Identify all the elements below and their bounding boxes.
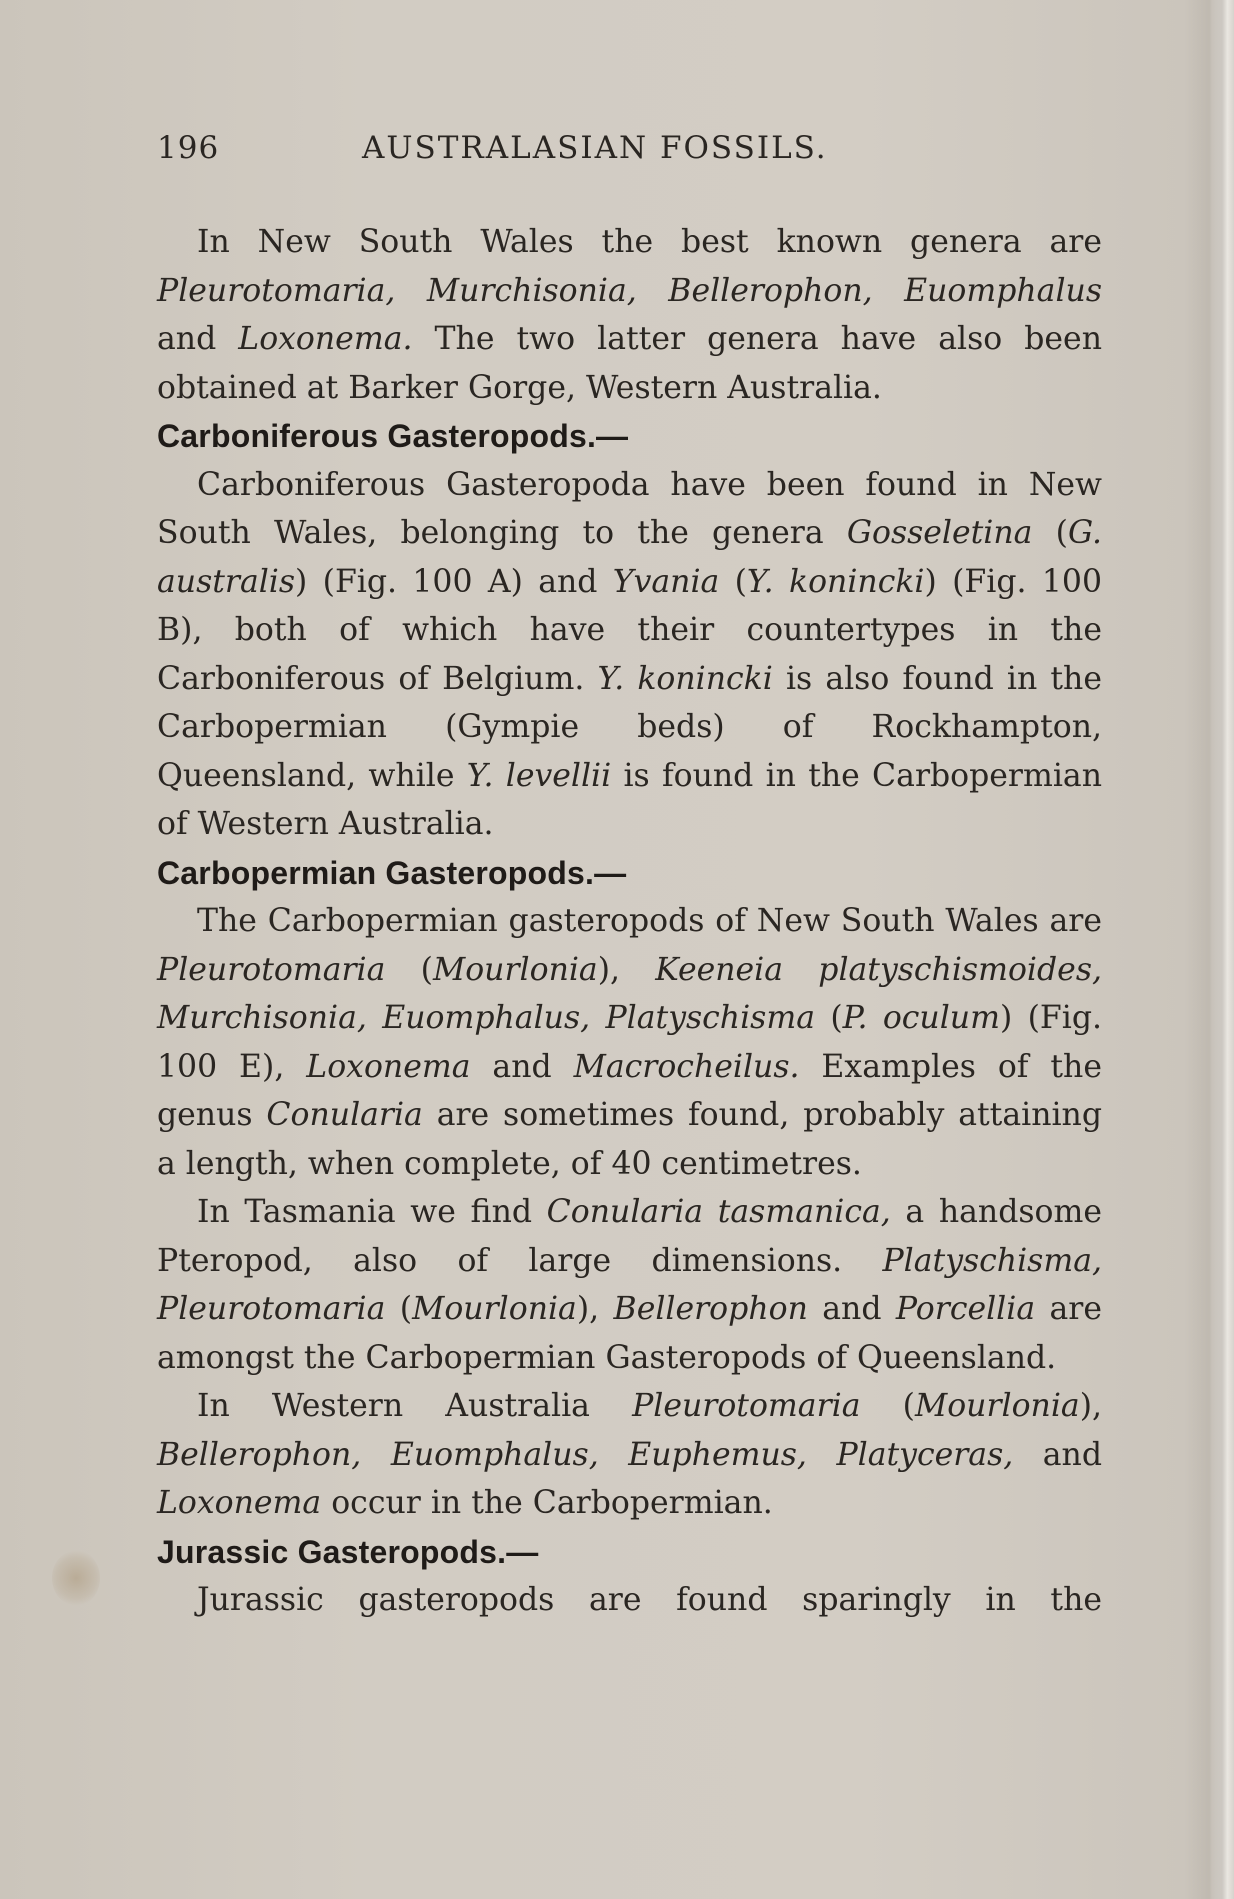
italic-span: Pleurotomaria, Murchisonia, Bellerophon, Euomphalus <box>157 272 1102 309</box>
text-span: ( <box>814 1000 843 1036</box>
section-heading-carbopermian: Carbopermian Gasteropods.— <box>157 854 627 891</box>
text-span: ( <box>719 563 747 600</box>
italic-span: Y. konincki <box>597 660 773 697</box>
text-span: Carboniferous Gasteropoda have been found in New South Wales, belonging to the genera <box>157 466 1102 551</box>
text-span: and <box>1013 1436 1102 1473</box>
page-edge <box>1212 0 1234 1899</box>
text-span: In Tasmania we find <box>197 1194 547 1230</box>
text-span: ( <box>385 951 433 988</box>
text-span: and <box>470 1048 574 1085</box>
text-span: In New South Wales the best known genera are <box>197 224 1102 260</box>
text-span: are sometimes found, probably attaining a length, when complete, of 40 centimetres. <box>157 1097 1103 1182</box>
text-span: and <box>157 321 239 357</box>
text-span: occur in the Carbopermian. <box>321 1485 773 1521</box>
italic-span: Pleurotomaria <box>632 1388 861 1424</box>
text-span: are amongst the Carbopermian Gasteropods of Queensland. <box>157 1291 1102 1376</box>
paragraph-nsw-genera <box>157 218 1102 412</box>
text-span: Examples of the genus <box>157 1048 1102 1133</box>
paragraph-jurassic <box>157 1576 1102 1625</box>
italic-span: Porcellia <box>895 1291 1036 1327</box>
italic-span: G. australis <box>157 515 1102 600</box>
text-span: ( <box>860 1388 915 1424</box>
text-span: ), <box>597 951 656 988</box>
running-head <box>157 130 917 180</box>
italic-span: Bellerophon, Euomphalus, Euphemus, Platyceras, <box>157 1436 1014 1473</box>
text-span: In Western Australia <box>197 1388 633 1424</box>
italic-span: Mourlonia <box>432 951 598 988</box>
italic-span: Loxonema. <box>238 321 413 357</box>
italic-span: Conularia tasmanica, <box>546 1194 891 1230</box>
text-span: ( <box>385 1291 413 1327</box>
text-span: ), <box>576 1291 614 1327</box>
body-text <box>157 218 1102 1625</box>
text-span: The Carbopermian gasteropods of New South Wales are <box>197 903 1102 939</box>
italic-span: P. oculum <box>842 1000 1000 1036</box>
text-span: ( <box>1032 515 1068 551</box>
paragraph-carbopermian-nsw <box>157 897 1102 1188</box>
italic-span: Conularia <box>266 1097 423 1133</box>
italic-span: Platyschisma, Pleurotomaria <box>157 1242 1102 1327</box>
text-span: ) (Fig. 100 B), both of which have their countertypes in the Carboniferous of Belgium. <box>157 563 1102 697</box>
paragraph-carboniferous <box>157 461 1102 849</box>
italic-span: Loxonema <box>306 1048 471 1085</box>
paragraph-tasmania-queensland <box>157 1188 1102 1382</box>
italic-span: Mourlonia <box>914 1388 1080 1424</box>
page-number: 196 <box>157 130 220 166</box>
paper-stain <box>52 1550 100 1606</box>
section-heading-carboniferous: Carboniferous Gasteropods.— <box>157 418 629 454</box>
text-span: a handsome Pteropod, also of large dimensions. <box>157 1194 1103 1279</box>
text-span: and <box>807 1291 896 1327</box>
italic-span: Pleurotomaria <box>157 951 386 988</box>
text-span: is found in the Carbopermian of Western Australia. <box>157 757 1103 842</box>
italic-span: Y. levellii <box>466 757 612 794</box>
running-head-title: AUSTRALASIAN FOSSILS. <box>362 130 828 166</box>
italic-span: Keeneia platyschismoides, Murchisonia, Euomphalus, Platyschisma <box>157 951 1102 1036</box>
italic-span: Mourlonia <box>412 1291 577 1327</box>
text-span: The two latter genera have also been obtained at Barker Gorge, Western Australia. <box>157 321 1102 406</box>
text-span: ), <box>1079 1388 1102 1424</box>
italic-span: Gosseletina <box>846 515 1033 551</box>
section-heading-jurassic: Jurassic Gasteropods.— <box>157 1533 539 1570</box>
italic-span: Bellerophon <box>613 1291 808 1327</box>
text-span: is also found in the Carbopermian (Gympie beds) of Rockhampton, Queensland, while <box>157 660 1102 794</box>
text-span: ) (Fig. 100 E), <box>157 1000 1102 1085</box>
italic-span: Yvania <box>612 563 720 600</box>
italic-span: Macrocheilus. <box>573 1048 800 1085</box>
italic-span: Loxonema <box>157 1485 322 1521</box>
italic-span: Y. konincki <box>746 563 925 600</box>
paragraph-western-australia <box>157 1382 1102 1528</box>
text-span: ) (Fig. 100 A) and <box>295 563 613 600</box>
text-span: Jurassic gasteropods are found sparingly in the <box>197 1582 1102 1618</box>
